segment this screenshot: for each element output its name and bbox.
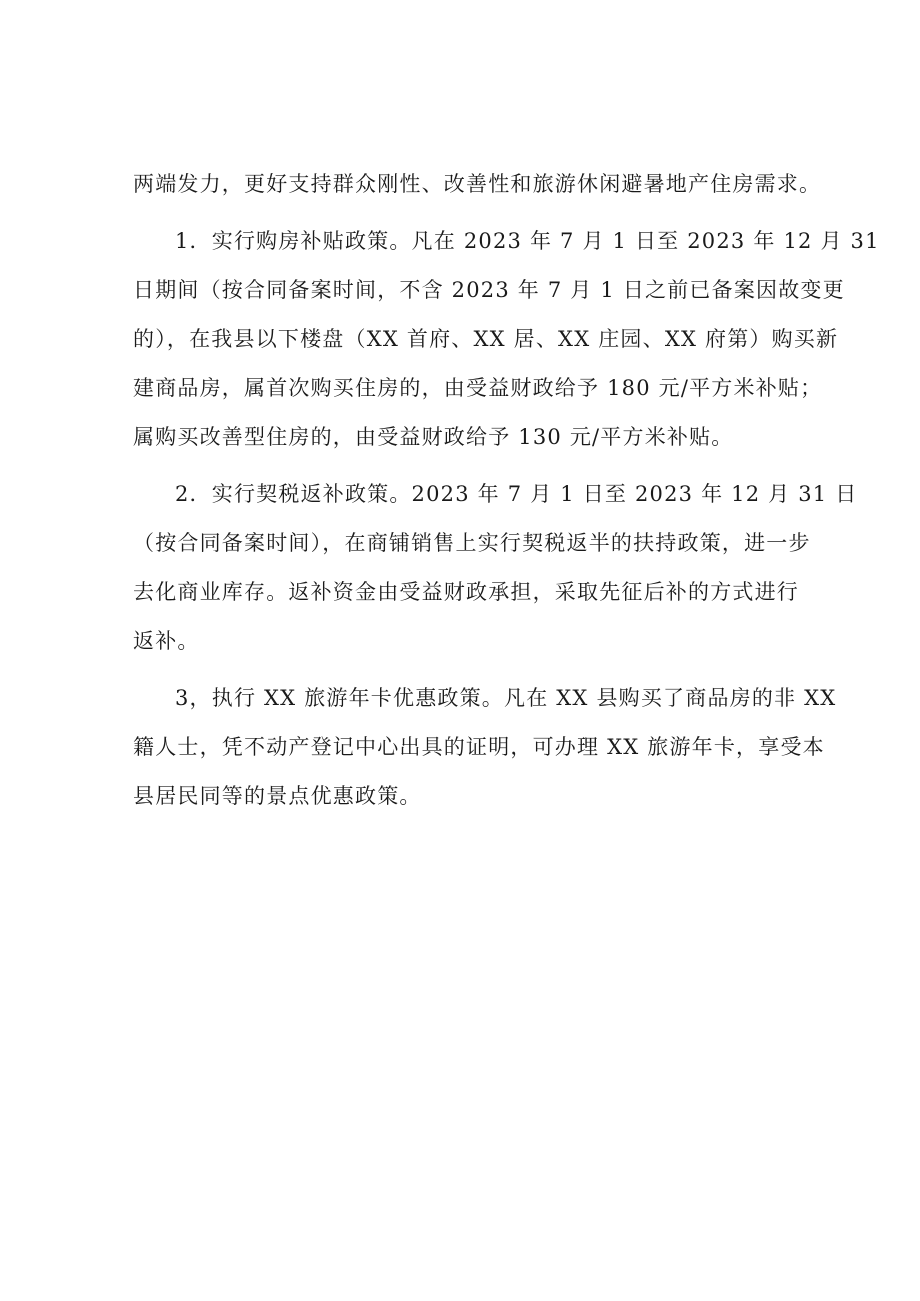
paragraph-purchase-subsidy	[133, 217, 880, 462]
text-line: 的），在我县以下楼盘（XX 首府、XX 居、XX 庄园、XX 府第）购买新	[133, 327, 839, 351]
text-line: 1．实行购房补贴政策。凡在 2023 年 7 月 1 日至 2023 年 12 月 31	[175, 229, 880, 253]
text-line: 2．实行契税返补政策。2023 年 7 月 1 日至 2023 年 12 月 31 日	[175, 482, 858, 506]
text-line: 属购买改善型住房的，由受益财政给予 130 元/平方米补贴。	[133, 425, 734, 449]
document-body	[133, 160, 880, 821]
text-line: 籍人士，凭不动产登记中心出具的证明，可办理 XX 旅游年卡，享受本	[133, 735, 825, 759]
paragraph-continuation	[133, 160, 822, 209]
text-line: 县居民同等的景点优惠政策。	[133, 784, 422, 808]
text-line: 3，执行 XX 旅游年卡优惠政策。凡在 XX 县购买了商品房的非 XX	[175, 686, 837, 710]
text-line: 两端发力，更好支持群众刚性、改善性和旅游休闲避暑地产住房需求。	[133, 172, 822, 196]
text-line: 返补。	[133, 629, 200, 653]
text-line: 建商品房，属首次购买住房的，由受益财政给予 180 元/平方米补贴；	[133, 376, 823, 400]
paragraph-tourism-card	[133, 674, 837, 821]
text-line: 去化商业库存。返补资金由受益财政承担，采取先征后补的方式进行	[133, 580, 799, 604]
paragraph-deed-tax-refund	[133, 470, 858, 666]
text-line: 日期间（按合同备案时间，不含 2023 年 7 月 1 日之前已备案因故变更	[133, 278, 845, 302]
text-line: （按合同备案时间），在商铺销售上实行契税返半的扶持政策，进一步	[133, 531, 811, 555]
